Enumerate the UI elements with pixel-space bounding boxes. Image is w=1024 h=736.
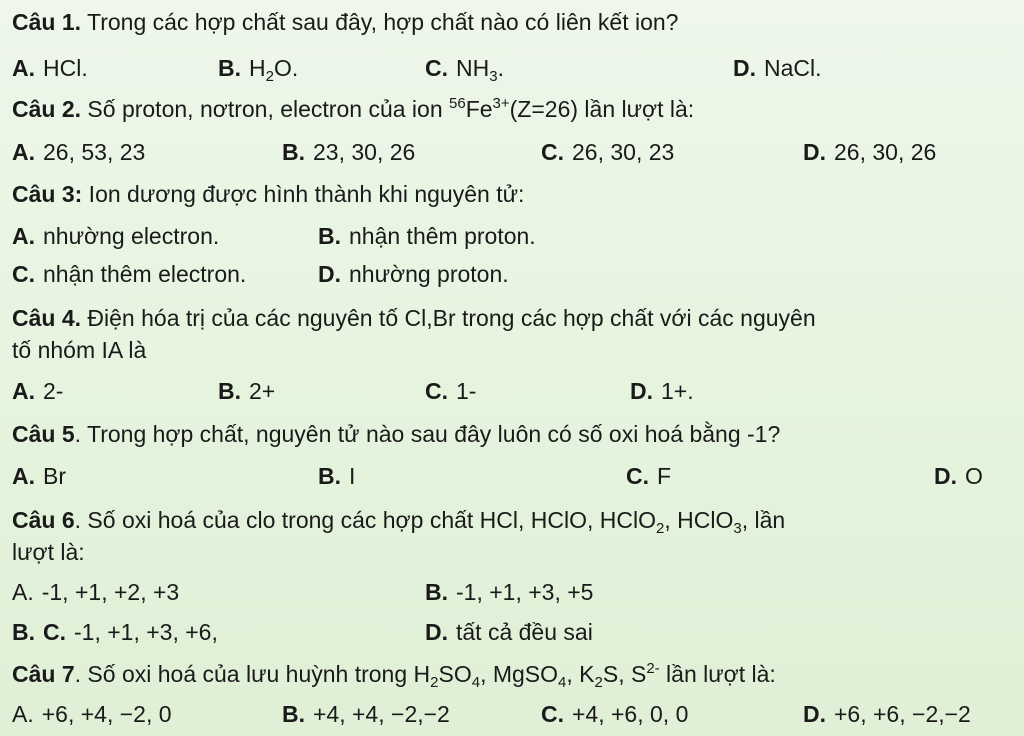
option-text: 23, 30, 26 [313, 139, 416, 165]
option-text: 1- [456, 378, 477, 404]
question-2 [12, 95, 694, 123]
question-1-options [0, 54, 1024, 85]
option-a [12, 462, 66, 490]
option-text: 26, 30, 23 [572, 139, 675, 165]
option-a [12, 54, 88, 82]
question-4 [12, 304, 816, 332]
option-text: -1, +1, +3, +6, [74, 619, 218, 645]
option-b [282, 138, 415, 166]
option-text: tất cả đều sai [456, 619, 593, 645]
option-text: nhường proton. [349, 261, 509, 287]
option-text: 26, 53, 23 [43, 139, 146, 165]
option-a [12, 222, 219, 250]
option-a [12, 138, 145, 166]
question-5 [12, 420, 780, 448]
option-text: nhận thêm electron. [43, 261, 247, 287]
option-c [541, 700, 688, 728]
question-label: Câu 4. [12, 305, 82, 331]
option-text: NaCl. [764, 55, 822, 81]
subscript: 2 [656, 520, 665, 537]
option-text: +6, +6, −2,−2 [834, 701, 971, 727]
option-label: B. [282, 139, 305, 165]
option-label: C. [12, 261, 35, 287]
question-6-options-row2 [0, 618, 1024, 646]
question-text: tố nhóm IA là [12, 337, 147, 363]
option-d [803, 700, 971, 728]
option-text: nhường electron. [43, 223, 220, 249]
subscript: 2 [594, 674, 603, 691]
question-text: lần lượt là: [659, 661, 776, 687]
option-text: 1+. [661, 378, 694, 404]
option-label: B. [218, 55, 241, 81]
question-label: Câu 6 [12, 507, 75, 533]
option-label: A. [12, 701, 34, 727]
question-1 [12, 8, 678, 36]
superscript: 3+ [492, 95, 510, 112]
question-text: SO [438, 661, 472, 687]
option-text: . [497, 55, 504, 81]
option-label: A. [12, 579, 34, 605]
option-label: A. [12, 463, 35, 489]
option-label: D. [803, 701, 826, 727]
subscript: 4 [558, 674, 567, 691]
question-3 [12, 180, 524, 208]
option-b [425, 578, 593, 606]
option-a [12, 377, 63, 405]
option-text: +6, +4, −2, 0 [41, 701, 172, 727]
question-text: , K [566, 661, 595, 687]
question-label: Câu 7 [12, 661, 75, 687]
option-label: A. [12, 55, 35, 81]
option-c [425, 54, 504, 85]
option-label: D. [630, 378, 653, 404]
option-label: A. [12, 378, 35, 404]
question-text: Fe [465, 96, 493, 122]
option-text: O. [273, 55, 299, 81]
option-d [934, 462, 983, 490]
question-3-options-row1 [0, 222, 1024, 250]
question-text: . Trong hợp chất, nguyên tử nào sau đây luôn có số oxi hoá bằng -1? [74, 421, 781, 447]
option-text: 2+ [249, 378, 276, 404]
option-text: HCl. [43, 55, 88, 81]
option-label: B. [282, 701, 305, 727]
question-5-options [0, 462, 1024, 490]
option-b [282, 700, 450, 728]
option-text: Br [43, 463, 66, 489]
question-label: Câu 5 [12, 421, 75, 447]
subscript: 4 [471, 674, 481, 691]
question-text: Điện hóa trị của các nguyên tố Cl,Br trong các hợp chất với các nguyên [81, 305, 816, 331]
option-text: NH [456, 55, 490, 81]
superscript: 56 [449, 95, 466, 112]
question-text: . Số oxi hoá của lưu huỳnh trong H [74, 661, 431, 687]
question-text: , MgSO [480, 661, 559, 687]
option-b [218, 377, 275, 405]
option-label: D. [803, 139, 826, 165]
question-4-line2 [12, 336, 146, 364]
question-6 [12, 506, 786, 537]
subscript: 2 [265, 68, 274, 85]
option-text: F [657, 463, 672, 489]
option-label: C. [43, 619, 66, 645]
option-text: -1, +1, +2, +3 [41, 579, 180, 605]
option-text: I [349, 463, 356, 489]
option-label: C. [425, 378, 448, 404]
question-text: (Z=26) lần lượt là: [509, 96, 695, 122]
subscript: 3 [733, 520, 742, 537]
option-label: B. [318, 223, 341, 249]
option-label: C. [541, 139, 564, 165]
option-d [318, 260, 509, 288]
subscript: 3 [489, 68, 498, 85]
option-text: -1, +1, +3, +5 [456, 579, 594, 605]
option-c [425, 377, 476, 405]
option-a [12, 700, 172, 728]
question-text: lượt là: [12, 539, 85, 565]
question-text: Ion dương được hình thành khi nguyên tử: [82, 181, 525, 207]
question-7-options [0, 700, 1024, 728]
option-label: D. [425, 619, 448, 645]
option-label: B. [318, 463, 341, 489]
option-d [630, 377, 694, 405]
question-7 [12, 660, 776, 691]
question-label: Câu 3: [12, 181, 83, 207]
option-b [318, 462, 355, 490]
question-text: S, S [602, 661, 647, 687]
option-text: nhận thêm proton. [349, 223, 536, 249]
option-label: C. [425, 55, 448, 81]
subscript: 2 [430, 674, 439, 691]
question-2-options [0, 138, 1024, 166]
option-d [803, 138, 936, 166]
option-label: B. [218, 378, 241, 404]
question-text: Số proton, nơtron, electron của ion [81, 96, 449, 122]
superscript: 2- [646, 660, 660, 677]
question-3-options-row2 [0, 260, 1024, 288]
option-c [12, 260, 246, 288]
question-text: . Số oxi hoá của clo trong các hợp chất HCl, HClO, HClO [74, 507, 657, 533]
option-d [733, 54, 822, 82]
option-label: A. [12, 139, 35, 165]
question-text: , HClO [664, 507, 734, 533]
option-text: H [249, 55, 266, 81]
option-text: O [965, 463, 983, 489]
option-label: B. [12, 619, 35, 645]
question-4-options [0, 377, 1024, 405]
option-c [541, 138, 674, 166]
option-label: C. [541, 701, 564, 727]
question-6-options-row1 [0, 578, 1024, 606]
option-d [425, 618, 593, 646]
question-text: , lần [741, 507, 786, 533]
option-label: A. [12, 223, 35, 249]
question-text: Trong các hợp chất sau đây, hợp chất nào có liên kết ion? [81, 9, 679, 35]
option-label: C. [626, 463, 649, 489]
option-c [626, 462, 671, 490]
option-c [12, 618, 218, 646]
option-text: 2- [43, 378, 64, 404]
option-label: D. [934, 463, 957, 489]
option-text: 26, 30, 26 [834, 139, 937, 165]
option-a [12, 578, 179, 606]
question-label: Câu 1. [12, 9, 82, 35]
question-label: Câu 2. [12, 96, 82, 122]
option-label: D. [318, 261, 341, 287]
option-label: B. [425, 579, 448, 605]
option-label: D. [733, 55, 756, 81]
option-text: +4, +4, −2,−2 [313, 701, 450, 727]
option-text: +4, +6, 0, 0 [572, 701, 689, 727]
question-6-line2 [12, 538, 85, 566]
option-b [218, 54, 299, 85]
option-b [318, 222, 536, 250]
